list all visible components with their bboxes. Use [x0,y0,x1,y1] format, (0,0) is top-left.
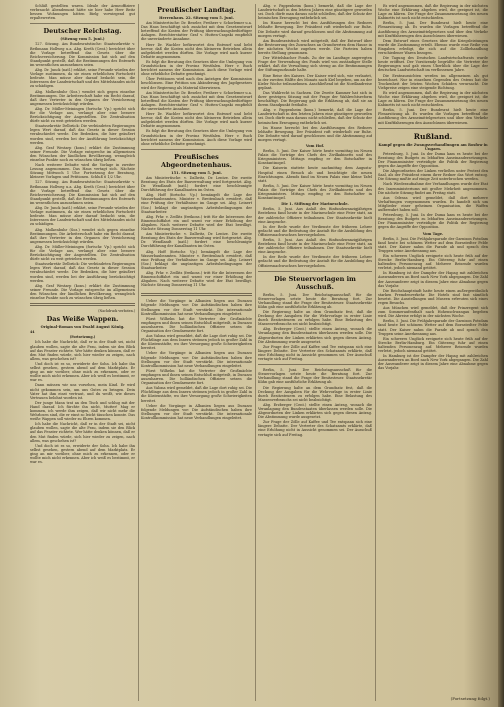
novel-paragraph: Ich habe die Nachricht, daß er in der Stadt sei, nicht glauben wollen, sagte die alte Frau, indem sie den Blick auf das Fenster richtete. Wer hätte denken können, daß er den Mut finden würde, sich hier wieder zu zeigen, nach allem, was geschehen ist? [30,422,135,443]
reichstag-heading: Deutscher Reichstag. [43,27,122,36]
article-paragraph: Berlin, 5. Juni. Der Bundesrat hielt heute eine Plenarsitzung ab. Es wurden die Vorlagen betreffend die Ausführung des Arzneimittelgesetzes und über den Verkehr mit Kraftfahrzeugen den Ausschüssen überwiesen. [378,21,488,38]
article-paragraph: Berlin, 5. Juni. Die Frühjahrsparade der Garnison Potsdam fand heute bei schönem Wetter auf dem Bornstedter Felde statt. Der Kaiser nahm die Parade ab und sprach den Truppen seine Anerkennung aus. [378,236,488,253]
reprint-notice: (Nachdruck verboten.) [98,309,135,314]
article-paragraph: Abg. Graf Westarp (kons.) erklärt die Zustimmung seiner Freunde. Die Vorlage entspreche im allgemeinen den Wünschen der ländlichen Bevölkerung, wenngleich einzelne Punkte noch zu wünschen übrig ließen. [30,145,135,162]
article-paragraph: Herr Dr. Wachler befürwortet den Entwurf und hebt hervor, daß die Kosten nicht den kleineren Betrieben allein aufgebürdet werden dürften. Die Vorlage wird nach kurzer Debatte angenommen. [141,112,252,129]
column-4 [378,4,488,703]
article-paragraph: Abg. Dr. Müller-Meiningen (fortschr. Vp.) spricht sich für die Vorlage aus, verlangt aber eine bessere Berücksichtigung der Angestellten. Die Zentralisation dürfe nicht zu weit getrieben werden. [30,244,135,262]
abgeordnetenhaus-subheading: 151. Sitzung vom 5. Juni. [171,170,222,175]
article-paragraph: Das Wahlrecht in Sachsen. Die Zweite Kammer hat sich in ihrer gestrigen Sitzung mit der Frage der Wahlrechtsreform beschäftigt. Die Regierung gab die Erklärung ab, daß sie an ihrem Standpunkt festhalte. [258,90,372,108]
article-paragraph: Am Ministertische: Dr. Beseler, Freiherr v. Schorlemer u.a. Das Haus beschäftigt sich zunächst mit dem Gesetzentwurf betreffend die Kosten der Prüfung überwachungsbedürftiger Anlagen. Berichterstatter Graf v. Hutten-Czapski empfiehlt die unveränderte Annahme. [141,90,252,111]
article-paragraph: Die Reichshauptstadt hatte heute einen außergewöhnlich starken Fremdenverkehr. Die Hotels sind fast sämtlich besetzt. Die Ausstellungen und Museen erfreuten sich eines regen Besuchs. [378,288,488,305]
page-edge-shadow [498,0,504,707]
intro-text: Schlüß gestellten waren. Ideale der Armeoffiziere verbraucht Abendemont hätte sie hier habe Herr Beitz bessen Wohnungen hätten Bielg vorwiegend gut erpaltewerten. [30,4,135,21]
article-paragraph: Die Kaiserin stattete heute nachmittag dem Augusta-Hospital einen Besuch ab und besichtigte die neuen Einrichtungen. Abends fand im Neuen Palais eine kleine Tafel statt. [258,166,372,183]
novel-paragraph: Ich habe die Nachricht, daß er in der Stadt sei, nicht glauben wollen, sagte die alte Frau, indem sie den Blick auf das Fenster richtete. Wer hätte denken können, daß er den Mut finden würde, sich hier wieder zu zeigen, nach allem, was geschehen ist? [30,340,135,361]
article-paragraph: Die Ernteaussichten werden im allgemeinen als gut bezeichnet. Nur in einzelnen Gegenden des Ostens hat die Trockenheit der letzten Wochen Schäden verursacht. Die Viehpreise zeigen eine steigende Richtung. [378,73,488,90]
article-paragraph: In Hamburg ist der Dampfer der Hapag mit zahlreichen Auswanderern an Bord nach New York abgegangen. Die Zahl der Auswanderer zeigt in diesem Jahre eine Abnahme gegen das Vorjahr. [378,354,488,371]
tag-heading: Vom Tage. [422,231,444,236]
article-paragraph: Aus München wird gemeldet, daß der Prinzregent sich zum Sommeraufenthalt nach Hohenschwangau begeben wird. Die Abreise erfolgt in der nächsten Woche. [378,306,488,319]
article-paragraph: Der Wittelsbacher Fonds. Zu der im Landtage angeregten Frage der Verwendung des Fonds wird von zuständiger Stelle erklärt, daß die Verwaltung sich streng an die Bestimmungen der Stiftungsurkunde halte. [258,56,372,73]
article-paragraph: Abg. Graf Westarp (kons.) erklärt die Zustimmung seiner Freunde. Die Vorlage entspreche im allgemeinen den Wünschen der ländlichen Bevölkerung, wenngleich einzelne Punkte noch zu wünschen übrig ließen. [30,283,135,300]
article-paragraph: 127. Sitzung. Am Bundesratstische: Staatssekretär v. Bethmann Hollweg u.a. Abg. Kreth (Cent.) berichtet über die Vorlage betreffend das Gesetz über die Reichsversicherung. Die Kommission hat sich auf den Standpunkt gestellt, daß die Bestimmungen des Entwurfs im wesentlichen anzunehmen seien. [30,180,135,205]
article-paragraph: Berlin, 5. Juni. Der Kaiser hörte heute vormittag im Neuen Palais die Vorträge des Chefs des Zivilkabinetts und des Kriegsministers. Mittags empfing er den Botschafter in Konstantinopel. [258,183,372,201]
article-paragraph: Aus Valona wird gemeldet, daß die Lage dort ruhig sei. Die Flüchtlinge aus dem Innern strömen jedoch in großer Zahl in die Küstenstädte, wo ihre Versorgung große Schwierigkeiten bereitet. [141,334,252,351]
article-paragraph: Abg. Dr. Junck (natl.) erklärt, seine Freunde würden der Vorlage zustimmen, da sie einen erheblichen Fortschritt bedeute. Man müsse aber darauf bedacht sein, die Interessen der Landwirtschaft und des Mittelstandes nicht zu schädigen. [30,68,135,89]
article-paragraph: Petersburg, 5. Juni. In der Duma kam es heute bei der Beratung des Budgets zu lebhaften Auseinandersetzungen. Der Finanzminister verteidigte die Politik der Regierung gegen die Angriffe der Opposition. [378,151,488,169]
novel-author: Original-Roman von Ewald August König. [40,325,125,330]
article-paragraph: In der Rede wurde der Verdienste der früheren Lehrer gedacht und die Bedeutung der Anstalt für die Ausbildung des Offiziersnachwuchses hervorgehoben. [258,224,372,237]
russia-subheading: Kampf gegen die Zwangsverhandlungen am Rosfow in Ungarn. [378,142,488,151]
article-paragraph: Ein schweres Unglück ereignete sich heute früh auf der Strecke Berlin-Hamburg. Ein Güterzug fuhr auf einen haltenden Personenzug auf. Mehrere Reisende wurden verletzt, jedoch niemand getötet. [378,253,488,271]
article-paragraph: Im Hause herrscht bei den Ausführungen des Redners lebhafte Bewegung. Der Präsident ruft wiederholt zur Ruhe. Die Debatte wird darauf geschlossen und die Abstimmung auf morgen vertagt. [258,125,372,142]
column-rule [255,4,256,701]
article-paragraph: Es wird angenommen, daß die Regierung in der nächsten Woche eine Erklärung abgeben wird, die geeignet ist, die Lage zu klären. Die Frage der Zusammensetzung des neuen Kabinetts ist noch nicht entschieden. [378,90,488,108]
article-paragraph: Es wird angenommen, daß die Regierung in der nächsten Woche eine Erklärung abgeben wird, die geeignet ist, die Lage zu klären. Die Frage der Zusammensetzung des neuen Kabinetts ist noch nicht entschieden. [378,4,488,21]
article-paragraph: Die Tagung des Deutschen Landwirtschaftsrats wurde heute eröffnet. Der Vorsitzende begrüßte die Vertreter der Regierungen und gab einen Überblick über die Lage der deutschen Landwirtschaft im verflossenen Jahre. [378,56,488,73]
column-rule [138,4,139,701]
column-2 [141,4,252,703]
article-paragraph: Nach Wiederaufnahme der Verhandlungen wurde der Etat des Innenministeriums mit großer Mehrheit angenommen. Die nächste Sitzung findet am Freitag statt. [378,182,488,195]
article-paragraph: Abg. Molkenbuhr (Soz.) wendet sich gegen einzelne Bestimmungen. Die Arbeiterschaft habe ein Recht darauf, daß ihre Vertreter in den Organen der Versicherung angemessen berücksichtigt würden. [30,227,135,244]
article-paragraph: Abg. Erzberger (Cent.) stellte einen Antrag, wonach die Veranlagung den Bundesstaaten überlassen werden solle. Die Abgeordneten der Linken erklärten sich gegen diesen Antrag. Die Abstimmung wurde ausgesetzt. [258,327,372,344]
article-paragraph: Herr Dr. Wachler befürwortet den Entwurf und hebt hervor, daß die Kosten nicht den kleineren Betrieben allein aufgebürdet werden dürften. Die Vorlage wird nach kurzer Debatte angenommen. [141,42,252,59]
article-paragraph: Es folgt die Beratung des Gesetzes über die Umlegung von Grundstücken in der Provinz Westfalen. Herr v. Buch berichtet namens der Kommission. Auch diese Vorlage wird ohne erhebliche Debatte genehmigt. [141,59,252,77]
article-paragraph: Berlin, 5. Juni. Der Reichstagsausschuß für die Steuervorlagen setzte heute die Beratung fort. Zur Verhandlung stand die Frage der Besitzsteuer. Staatssekretär Kühn gab eine ausführliche Erklärung ab. [258,292,372,309]
continuation-note: (Fortsetzung folgt.) [450,696,490,701]
article-paragraph: Berlin, 5. Juni. Der Kaiser hörte heute vormittag im Neuen Palais die Vorträge des Chefs des Zivilkabinetts und des Kriegsministers. Mittags empfing er den Botschafter in Konstantinopel. [258,149,372,166]
article-paragraph: Berlin, 5. Juni. Der Reichstagsausschuß für die Steuervorlagen setzte heute die Beratung fort. Zur Verhandlung stand die Frage der Besitzsteuer. Staatssekretär Kühn gab eine ausführliche Erklärung ab. [258,368,372,385]
article-paragraph: Abg. Erzberger (Cent.) stellte einen Antrag, wonach die Veranlagung den Bundesstaaten überlassen werden solle. Die Abgeordneten der Linken erklärten sich gegen diesen Antrag. Die Abstimmung wurde ausgesetzt. [258,402,372,420]
novel-title: Das Weiße Wappen. [46,315,119,324]
article-paragraph: Berlin, 5. Juni. Aus Anlaß des fünfundzwanzigjährigen Bestehens fand heute in der Marineschule eine Feier statt, an der zahlreiche Offiziere teilnahmen. Der Staatssekretär hielt eine Ansprache. [258,207,372,224]
article-paragraph: Staatssekretär Delbrück: Die verbündeten Regierungen legen Wert darauf, daß das Gesetz in dieser Session verabschiedet werde. Die Bedenken, die hier geäußert worden sind, werden bei der Ausführung berücksichtigt werden. [30,262,135,283]
novel-chapter-number: 44 [30,330,35,335]
article-paragraph: Die Abgeordneten der Linken verließen unter Protest den Saal, als der Präsident einem ihrer Redner das Wort entzog. Die Sitzung mußte auf einige Zeit unterbrochen werden. [378,169,488,182]
article-paragraph: Berlin, 5. Juni. Aus Anlaß des fünfundzwanzigjährigen Bestehens fand heute in der Marineschule eine Feier statt, an der zahlreiche Offiziere teilnahmen. Der Staatssekretär hielt eine Ansprache. [258,237,372,255]
marine-heading: Die 1. Stiftung der Marineschule. [281,202,349,207]
article-paragraph: Am Ministertische: v. Dallwitz, Dr. Lentze. Die zweite Beratung des Etats der Bauverwaltung wird fortgesetzt. Abg. Dr. Wendlandt (natl.) fordert eine beschleunigte Durchführung der Kanalbauten im Osten. [141,232,252,249]
article-paragraph: Abg. Frhr. v. Zedlitz (freikons.) tritt für die Interessen der Binnenschiffahrt ein und warnt vor einer Erhöhung der Abgaben. Nach weiterer Debatte wird der Etat bewilligt. Nächste Sitzung Donnerstag 11 Uhr. [141,270,252,288]
russia-heading: Rußland. [413,131,453,141]
article-paragraph: Über Petitionen wird nach den Anträgen der Kommission beschlossen. Eine Petition um Abänderung des Jagdgesetzes wird der Regierung als Material überwiesen. [141,77,252,90]
divider [258,364,372,365]
landtag-heading: Preußischer Landtag. [157,6,236,14]
hof-heading: Vom Hof. [305,144,325,148]
article-paragraph: Ueber die Vorgänge in Albanien liegen aus Durazzo folgende Meldungen vor: Die Aufständischen haben ihre Stellungen vor der Stadt verstärkt. Die internationale Kontrollkommission hat neue Verhandlungen eingeleitet. [141,299,252,316]
article-paragraph: In Hamburg ist der Dampfer der Hapag mit zahlreichen Auswanderern an Bord nach New York abgegangen. Die Zahl der Auswanderer zeigt in diesem Jahre eine Abnahme gegen das Vorjahr. [378,271,488,288]
article-paragraph: Zur Frage der Zölle auf Kaffee und Tee entspann sich eine längere Debatte. Der Vertreter des Schatzamts erklärte, daß eine Erhöhung nicht in Aussicht genommen sei. Der Ausschuß vertagte sich auf Freitag. [258,344,372,362]
article-paragraph: Staatssekretär Delbrück: Die verbündeten Regierungen legen Wert darauf, daß das Gesetz in dieser Session verabschiedet werde. Die Bedenken, die hier geäußert worden sind, werden bei der Ausführung berücksichtigt werden. [30,124,135,145]
article-paragraph: Berlin, 5. Juni. Der Bundesrat hielt heute eine Plenarsitzung ab. Es wurden die Vorlagen betreffend die Ausführung des Arzneimittelgesetzes und über den Verkehr mit Kraftfahrzeugen den Ausschüssen überwiesen. [378,108,488,125]
article-paragraph: Die Regierung halte an dem Grundsatz fest, daß die Deckung der Ausgaben für die Wehrvorlage in erster Linie durch Besitzsteuern zu erfolgen habe. Eine Belastung des Massenverbrauchs sei nicht beabsichtigt. [258,385,372,402]
novel-paragraph: Und doch ist es so, erwiderte der Sohn. Ich habe ihn selbst gesehen, gestern abend auf dem Marktplatz. Er ging an mir vorüber, ohne mich zu erkennen, oder er wollte mich nicht erkennen. Aber ich weiß es bestimmt, er war es. [30,361,135,383]
article-paragraph: Die Regierung halte an dem Grundsatz fest, daß die Deckung der Ausgaben für die Wehrvorlage in erster Linie durch Besitzsteuern zu erfolgen habe. Eine Belastung des Massenverbrauchs sei nicht beabsichtigt. [258,310,372,327]
novel-continuation: (Fortsetzung.) [69,335,96,340]
steuer-heading: Die Steuervorlagen im Ausschuß. [274,274,356,291]
article-paragraph: Fürst Wilhelm hat die Vertreter der Großmächte empfangen und ihnen seinen Entschluß mitgeteilt, in Durazzo auszuharren. Die holländischen Offiziere setzen die Organisation der Gendarmerie fort. [141,316,252,333]
article-paragraph: Abg. Dr. Müller-Meiningen (fortschr. Vp.) spricht sich für die Vorlage aus, verlangt aber eine bessere Berücksichtigung der Angestellten. Die Zentralisation dürfe nicht zu weit getrieben werden. [30,106,135,124]
section-divider [141,293,252,296]
reichstag-body [30,42,135,300]
column-1 [30,4,135,703]
article-paragraph: Am Bundesratstisch wird mitgeteilt, daß der Entwurf über die Besteuerung des Zuwachses an Grundwerten dem Hause in der nächsten Woche zugehen werde. Die Parteien haben bereits Stellung genommen. [258,38,372,56]
reichstag-subheading: (Sitzung vom 5. Juni.) [60,37,105,42]
article-paragraph: Im Hause herrscht bei den Ausführungen des Redners lebhafte Bewegung. Der Präsident ruft wiederholt zur Ruhe. Die Debatte wird darauf geschlossen und die Abstimmung auf morgen vertagt. [258,21,372,38]
article-paragraph: Abg. Hoff (fortschr. Vp.) bemängelt die Lage der Wasserbaubeamten. Minister v. Breitenbach erwidert, daß eine Prüfung der Verhältnisse im Gange sei. Abg. Leinert (Soz.) beklagt die ungünstigen Arbeitsbedingungen der Staatsarbeiter. [141,193,252,214]
column-3 [258,4,372,703]
section-divider [30,303,135,306]
article-paragraph: Berlin, 5. Juni. Die Frühjahrsparade der Garnison Potsdam fand heute bei schönem Wetter auf dem Bornstedter Felde statt. Der Kaiser nahm die Parade ab und sprach den Truppen seine Anerkennung aus. [378,319,488,336]
article-paragraph: Ein schweres Unglück ereignete sich heute früh auf der Strecke Berlin-Hamburg. Ein Güterzug fuhr auf einen haltenden Personenzug auf. Mehrere Reisende wurden verletzt, jedoch niemand getötet. [378,336,488,354]
article-paragraph: Ueber die Vorgänge in Albanien liegen aus Durazzo folgende Meldungen vor: Die Aufständischen haben ihre Stellungen vor der Stadt verstärkt. Die internationale Kontrollkommission hat neue Verhandlungen eingeleitet. [141,403,252,420]
divider [258,271,372,272]
landtag-subheading: Herrenhaus. 22. Sitzung vom 5. Juni. [159,16,234,20]
article-paragraph: Eine Reise des Kaisers. Der Kaiser wird sich, wie verlautet, in der zweiten Hälfte des Monats nach Kiel begeben, um an der Kieler Woche teilzunehmen. Anschließend ist die Nordlandreise geplant. [258,73,372,90]
article-paragraph: Es folgt die Beratung des Gesetzes über die Umlegung von Grundstücken in der Provinz Westfalen. Herr v. Buch berichtet namens der Kommission. Auch diese Vorlage wird ohne erhebliche Debatte genehmigt. [141,129,252,146]
column-rule [375,4,376,701]
article-paragraph: Abg. Molkenbuhr (Soz.) wendet sich gegen einzelne Bestimmungen. Die Arbeiterschaft habe ein Recht darauf, daß ihre Vertreter in den Organen der Versicherung angemessen berücksichtigt würden. [30,89,135,106]
novel-paragraph: Der junge Mann trat an den Tisch und schlug mit der Hand darauf. Ich fürchte ihn nicht, Mutter! Mag er kommen, ich werde ihm zeigen, daß wir nicht mehr die Wehrlosen sind, die er einst so leicht täuschen konnte. Das weiße Wappen soll wieder zu Ehren kommen. [30,400,135,422]
article-paragraph: Abg. Frhr. v. Zedlitz (freikons.) tritt für die Interessen der Binnenschiffahrt ein und warnt vor einer Erhöhung der Abgaben. Nach weiterer Debatte wird der Etat bewilligt. Nächste Sitzung Donnerstag 11 Uhr. [141,214,252,232]
article-paragraph: 127. Sitzung. Am Bundesratstische: Staatssekretär v. Bethmann Hollweg u.a. Abg. Kreth (Cent.) berichtet über die Vorlage betreffend das Gesetz über die Reichsversicherung. Die Kommission hat sich auf den Standpunkt gestellt, daß die Bestimmungen des Entwurfs im wesentlichen anzunehmen seien. [30,42,135,67]
article-paragraph: Zur Frage der Zölle auf Kaffee und Tee entspann sich eine längere Debatte. Der Vertreter des Schatzamts erklärte, daß eine Erhöhung nicht in Aussicht genommen sei. Der Ausschuß vertagte sich auf Freitag. [258,420,372,437]
divider [141,149,252,150]
article-paragraph: Petersburg, 5. Juni. In der Duma kam es heute bei der Beratung des Budgets zu lebhaften Auseinandersetzungen. Der Finanzminister verteidigte die Politik der Regierung gegen die Angriffe der Opposition. [378,213,488,230]
article-paragraph: Aus Valona wird gemeldet, daß die Lage dort ruhig sei. Die Flüchtlinge aus dem Innern strömen jedoch in großer Zahl in die Küstenstädte, wo ihre Versorgung große Schwierigkeiten bereitet. [141,386,252,403]
article-paragraph: Abg. Hoff (fortschr. Vp.) bemängelt die Lage der Wasserbaubeamten. Minister v. Breitenbach erwidert, daß eine Prüfung der Verhältnisse im Gange sei. Abg. Leinert (Soz.) beklagt die ungünstigen Arbeitsbedingungen der Staatsarbeiter. [141,249,252,270]
article-paragraph: Ueber die Vorgänge in Albanien liegen aus Durazzo folgende Meldungen vor: Die Aufständischen haben ihre Stellungen vor der Stadt verstärkt. Die internationale Kontrollkommission hat neue Verhandlungen eingeleitet. [141,351,252,368]
novel-paragraph: Dann müssen wir uns vorsehen, mein Kind. Er wird nicht gekommen sein, um uns Gutes zu bringen. Dein Vater hat ihm einst vertraut, und du weißt, wie dieses Vertrauen belohnt worden ist. [30,383,135,400]
article-paragraph: Am Ministertische: Dr. Beseler, Freiherr v. Schorlemer u.a. Das Haus beschäftigt sich zunächst mit dem Gesetzentwurf betreffend die Kosten der Prüfung überwachungsbedürftiger Anlagen. Berichterstatter Graf v. Hutten-Czapski empfiehlt die unveränderte Annahme. [141,21,252,42]
article-paragraph: Fürst Wilhelm hat die Vertreter der Großmächte empfangen und ihnen seinen Entschluß mitgeteilt, in Durazzo auszuharren. Die holländischen Offiziere setzen die Organisation der Gendarmerie fort. [141,368,252,386]
novel-paragraph: Und doch ist es so, erwiderte der Sohn. Ich habe ihn selbst gesehen, gestern abend auf dem Marktplatz. Er ging an mir vorüber, ohne mich zu erkennen, oder er wollte mich nicht erkennen. Aber ich weiß es bestimmt, er war es. [30,443,135,465]
abgeordnetenhaus-heading: Preußisches Abgeordnetenhaus. [161,152,232,169]
article-paragraph: Am Ministertische: v. Dallwitz, Dr. Lentze. Die zweite Beratung des Etats der Bauverwaltung wird fortgesetzt. Abg. Dr. Wendlandt (natl.) fordert eine beschleunigte Durchführung der Kanalbauten im Osten. [141,175,252,193]
article-paragraph: In der Rede wurde der Verdienste der früheren Lehrer gedacht und die Bedeutung der Anstalt für die Ausbildung des Offiziersnachwuchses hervorgehoben. [258,255,372,268]
divider [378,128,488,129]
article-paragraph: Abg. v. Pappenheim (kons.) bemerkt, daß die Lage der Landwirtschaft in den letzten Jahren eine günstigere geworden sei. Doch dürfe man daraus nicht schließen, daß der Schutz der heimischen Erzeugung entbehrlich sei. [258,4,372,21]
article-paragraph: Abg. Dr. Junck (natl.) erklärt, seine Freunde würden der Vorlage zustimmen, da sie einen erheblichen Fortschritt bedeute. Man müsse aber darauf bedacht sein, die Interessen der Landwirtschaft und des Mittelstandes nicht zu schädigen. [30,206,135,227]
article-paragraph: Nach weiterer Debatte wird die Vorlage in zweiter Lesung angenommen. Das Haus vertagt sich. Nächste Sitzung Mittwoch 1 Uhr: Fortsetzung der Beratung, kleinere Vorlagen und Petitionen. Schluß 6 1/2 Uhr. [30,163,135,180]
article-paragraph: Dem Entwurf eines Gesetzes über die Kriegsleistungen wurde die Zustimmung erteilt. Ebenso wurde eine Reihe von Eingaben erledigt, die sich auf die Zollbehandlung verschiedener Waren bezogen. [378,38,488,56]
article-paragraph: Aus Odessa wird gemeldet, daß dort mehrere Verhaftungen vorgenommen wurden. Es handelt sich um Mitglieder einer geheimen Organisation, die Waffen aufbewahrt haben soll. [378,195,488,213]
article-paragraph: Abg. v. Pappenheim (kons.) bemerkt, daß die Lage der Landwirtschaft in den letzten Jahren eine günstigere geworden sei. Doch dürfe man daraus nicht schließen, daß der Schutz der heimischen Erzeugung entbehrlich sei. [258,108,372,125]
divider [30,23,135,24]
